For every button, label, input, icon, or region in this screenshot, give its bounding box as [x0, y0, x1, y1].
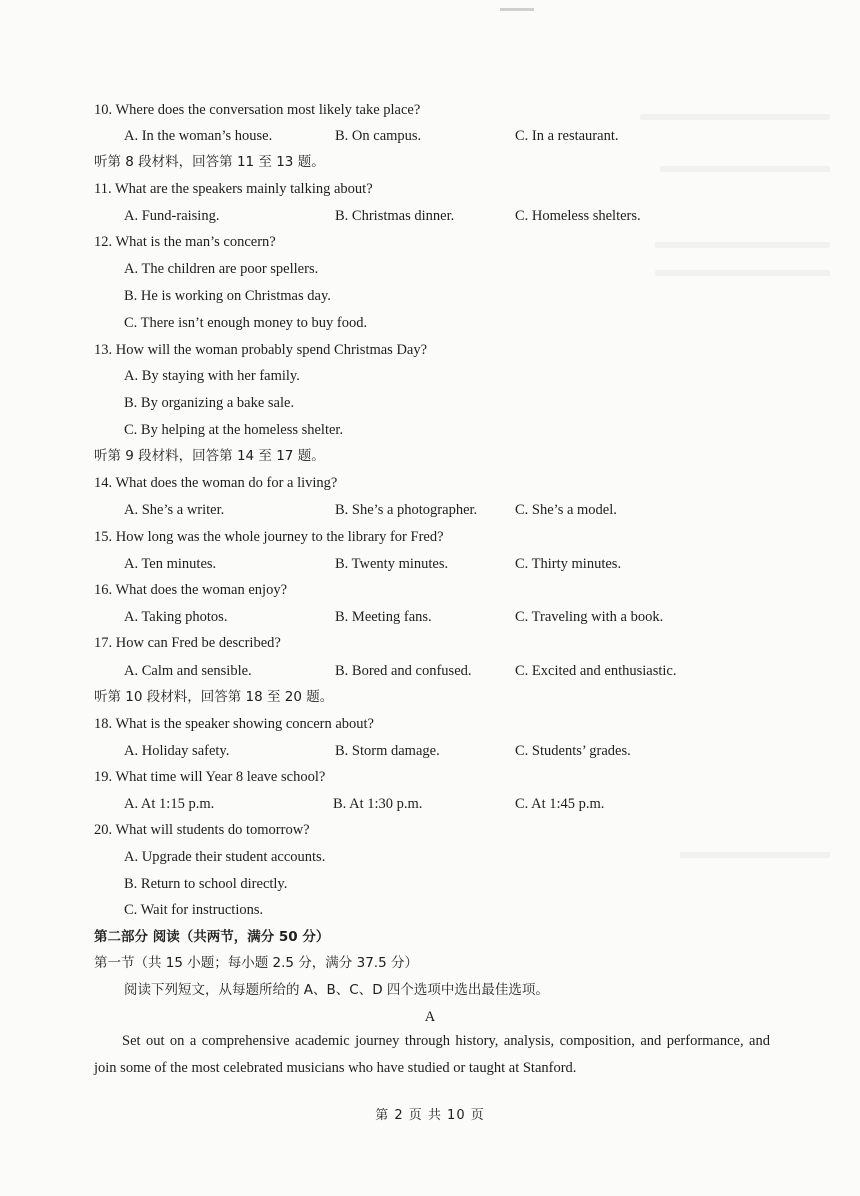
question-20-option-c	[0, 897, 860, 923]
option-c: C. In a restaurant.	[515, 128, 619, 144]
reading-directions: 阅读下列短文，从每题所给的 A、B、C、D 四个选项中选出最佳选项。	[124, 982, 549, 998]
scan-mark	[500, 8, 534, 11]
question-10	[0, 97, 860, 123]
question-11-options	[0, 203, 860, 229]
option-a: A. Upgrade their student accounts.	[124, 849, 326, 865]
question-16	[0, 577, 860, 603]
page-footer: 第 2 页 共 10 页	[375, 1108, 485, 1123]
option-b: B. On campus.	[335, 128, 422, 144]
section-1-heading: 第一节（共 15 小题；每小题 2.5 分，满分 37.5 分）	[94, 955, 418, 971]
listening-instruction-10: 听第 10 段材料，回答第 18 至 20 题。	[94, 689, 334, 705]
option-a: A. Holiday safety.	[124, 743, 230, 759]
option-c: C. By helping at the homeless shelter.	[124, 422, 344, 438]
option-a: A. Calm and sensible.	[124, 663, 252, 679]
question-text: 14. What does the woman do for a living?	[94, 475, 338, 491]
option-b: B. Christmas dinner.	[335, 208, 455, 224]
question-19-options	[0, 791, 860, 817]
question-20-option-a	[0, 844, 860, 870]
question-15	[0, 524, 860, 550]
option-a: A. Fund-raising.	[124, 208, 220, 224]
option-c: C. Students’ grades.	[515, 743, 631, 759]
option-c: C. There isn’t enough money to buy food.	[124, 315, 368, 331]
option-c: C. Wait for instructions.	[124, 902, 264, 918]
option-b: B. She’s a photographer.	[335, 502, 478, 518]
option-c: C. Thirty minutes.	[515, 556, 622, 572]
option-a: A. By staying with her family.	[124, 368, 300, 384]
question-15-options	[0, 551, 860, 577]
option-b: B. At 1:30 p.m.	[333, 796, 423, 812]
question-text: 17. How can Fred be described?	[94, 635, 281, 651]
question-14	[0, 470, 860, 496]
question-18-options	[0, 738, 860, 764]
question-12-option-c	[0, 310, 860, 336]
option-a: A. The children are poor spellers.	[124, 261, 319, 277]
passage-paragraph: Set out on a comprehensive academic journey through history, analysis, composition, and performance, and join some of the most celebrated musicians who have studied or taught at Stanford.	[94, 1033, 770, 1076]
option-a: A. Ten minutes.	[124, 556, 217, 572]
option-a: A. She’s a writer.	[124, 502, 225, 518]
question-19	[0, 764, 860, 790]
question-13	[0, 337, 860, 363]
question-13-option-a	[0, 363, 860, 389]
option-b: B. Meeting fans.	[335, 609, 432, 625]
question-text: 15. How long was the whole journey to the library for Fred?	[94, 529, 444, 545]
question-13-option-b	[0, 390, 860, 416]
question-14-options	[0, 497, 860, 523]
option-c: C. Excited and enthusiastic.	[515, 663, 677, 679]
question-17	[0, 630, 860, 656]
option-b: B. Bored and confused.	[335, 663, 472, 679]
question-11	[0, 176, 860, 202]
question-20	[0, 817, 860, 843]
option-c: C. At 1:45 p.m.	[515, 796, 605, 812]
option-a: A. In the woman’s house.	[124, 128, 273, 144]
question-16-options	[0, 604, 860, 630]
question-text: 19. What time will Year 8 leave school?	[94, 769, 326, 785]
option-b: B. By organizing a bake sale.	[124, 395, 295, 411]
question-13-option-c	[0, 417, 860, 443]
passage-label: A	[424, 1009, 436, 1025]
question-text: 10. Where does the conversation most likely take place?	[94, 102, 421, 118]
question-12	[0, 229, 860, 255]
question-text: 18. What is the speaker showing concern about?	[94, 716, 374, 732]
question-text: 12. What is the man’s concern?	[94, 234, 276, 250]
question-text: 16. What does the woman enjoy?	[94, 582, 288, 598]
option-c: C. Homeless shelters.	[515, 208, 641, 224]
option-c: C. She’s a model.	[515, 502, 617, 518]
question-18	[0, 711, 860, 737]
option-b: B. Twenty minutes.	[335, 556, 449, 572]
listening-instruction-8: 听第 8 段材料，回答第 11 至 13 题。	[94, 154, 325, 170]
option-a: A. Taking photos.	[124, 609, 228, 625]
question-20-option-b	[0, 871, 860, 897]
question-10-options	[0, 123, 860, 149]
option-b: B. He is working on Christmas day.	[124, 288, 331, 304]
option-b: B. Storm damage.	[335, 743, 440, 759]
question-17-options	[0, 658, 860, 684]
part-2-heading: 第二部分 阅读（共两节，满分 50 分）	[94, 929, 330, 945]
option-c: C. Traveling with a book.	[515, 609, 664, 625]
question-text: 11. What are the speakers mainly talking about?	[94, 181, 373, 197]
question-12-option-a	[0, 256, 860, 282]
listening-instruction-9: 听第 9 段材料，回答第 14 至 17 题。	[94, 448, 325, 464]
question-text: 13. How will the woman probably spend Christmas Day?	[94, 342, 428, 358]
option-b: B. Return to school directly.	[124, 876, 288, 892]
question-text: 20. What will students do tomorrow?	[94, 822, 310, 838]
option-a: A. At 1:15 p.m.	[124, 796, 215, 812]
question-12-option-b	[0, 283, 860, 309]
